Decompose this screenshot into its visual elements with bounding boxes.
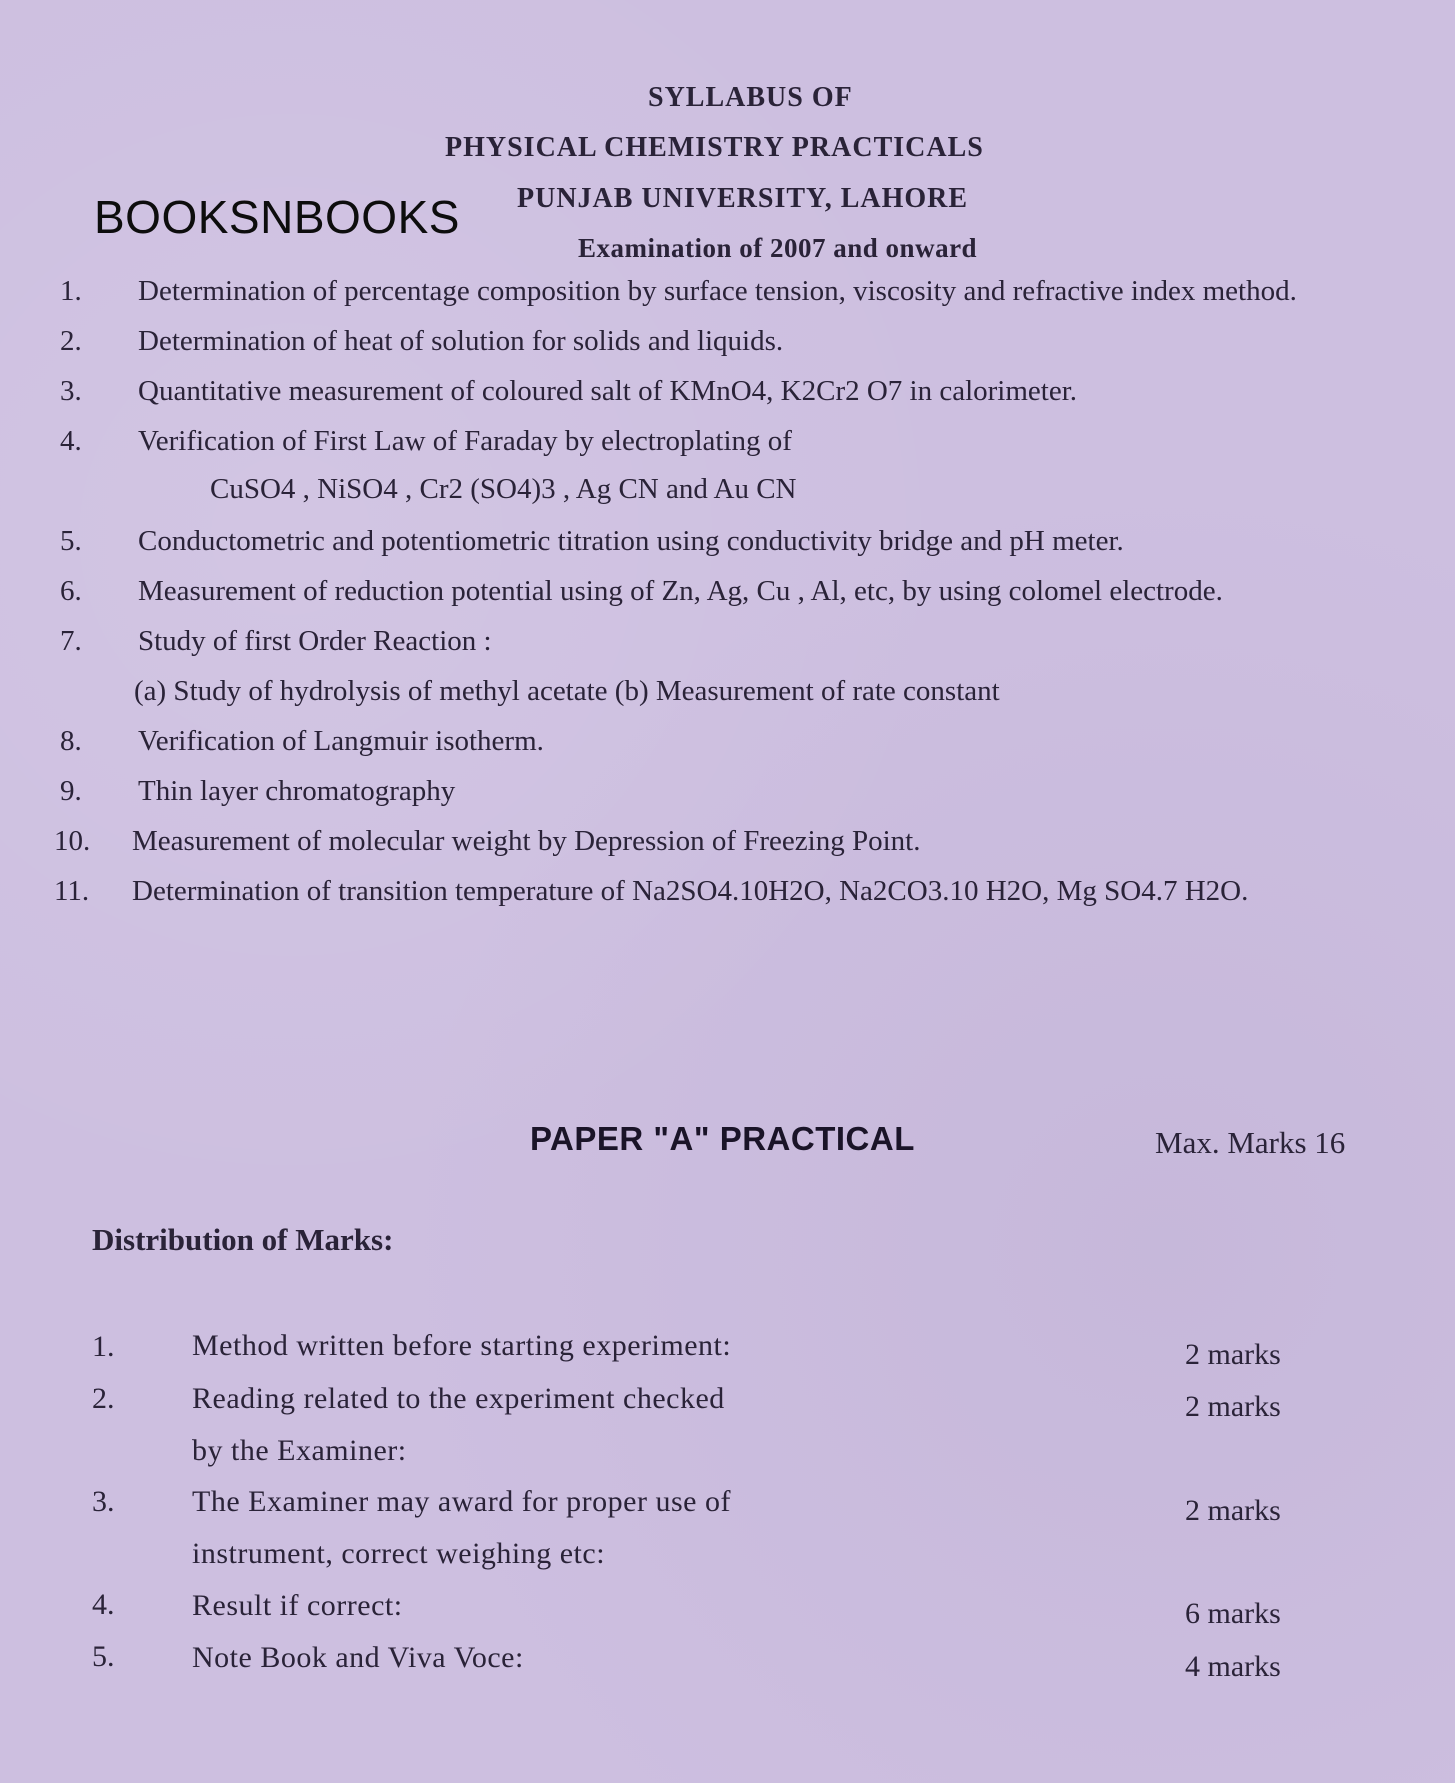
syllabus-item-text: Determination of transition temperature of Na2SO4.10H2O, Na2CO3.10 H2O, Mg SO4.7 H2O. xyxy=(132,875,1249,907)
distribution-heading: Distribution of Marks: xyxy=(92,1222,394,1257)
syllabus-item xyxy=(54,875,1248,908)
syllabus-item-number: 6. xyxy=(60,575,82,607)
syllabus-item-text: Measurement of molecular weight by Depression of Freezing Point. xyxy=(132,825,921,857)
syllabus-item-number: 9. xyxy=(60,775,82,807)
syllabus-item-number: 2. xyxy=(60,325,82,357)
syllabus-item-number: 8. xyxy=(60,725,82,757)
marks-item-number: 3. xyxy=(92,1485,115,1518)
syllabus-item-number: 10. xyxy=(54,825,91,857)
header-line-1: SYLLABUS OF xyxy=(648,82,853,113)
syllabus-item-text: Thin layer chromatography xyxy=(138,775,456,807)
syllabus-item-number: 1. xyxy=(60,275,82,307)
marks-item-value: 2 marks xyxy=(1185,1390,1281,1423)
header-line-4: Examination of 2007 and onward xyxy=(578,233,978,263)
marks-item-text: Method written before starting experiment: xyxy=(192,1329,732,1362)
syllabus-item-number: 7. xyxy=(60,625,82,657)
syllabus-item xyxy=(54,825,920,858)
syllabus-item-text: Quantitative measurement of coloured salt of KMnO4, K2Cr2 O7 in calorimeter. xyxy=(138,375,1078,407)
syllabus-item-text: Conductometric and potentiometric titration using conductivity bridge and pH meter. xyxy=(138,525,1124,557)
marks-item-number: 1. xyxy=(92,1330,115,1363)
syllabus-item xyxy=(60,625,492,658)
syllabus-item-text: Measurement of reduction potential using of Zn, Ag, Cu , Al, etc, by using colomel electrode. xyxy=(138,575,1223,607)
marks-item-value: 2 marks xyxy=(1185,1494,1281,1527)
syllabus-item-number: 11. xyxy=(54,875,90,907)
syllabus-item-text: Verification of First Law of Faraday by electroplating of xyxy=(138,425,792,457)
syllabus-item-number: 4. xyxy=(60,425,82,457)
syllabus-item-subline: CuSO4 , NiSO4 , Cr2 (SO4)3 , Ag CN and Au CN xyxy=(210,473,797,505)
watermark-text: BOOKSNBOOKS xyxy=(94,191,460,243)
marks-item-text: Note Book and Viva Voce: xyxy=(192,1641,524,1674)
syllabus-item-text: Determination of heat of solution for solids and liquids. xyxy=(138,325,784,357)
syllabus-item xyxy=(60,525,1124,558)
syllabus-item-number: 5. xyxy=(60,525,82,557)
syllabus-item-text: Verification of Langmuir isotherm. xyxy=(138,725,544,757)
syllabus-item xyxy=(60,775,455,808)
syllabus-item-text: Study of first Order Reaction : xyxy=(138,625,492,657)
syllabus-item-subline: (a) Study of hydrolysis of methyl acetate (b) Measurement of rate constant xyxy=(134,675,1000,707)
marks-item-value: 6 marks xyxy=(1185,1597,1281,1630)
syllabus-item-number: 3. xyxy=(60,375,82,407)
marks-item-number: 2. xyxy=(92,1382,115,1415)
syllabus-item xyxy=(60,425,792,458)
marks-item-text: Reading related to the experiment checked by the Examiner: xyxy=(192,1382,725,1467)
syllabus-item xyxy=(60,375,1077,408)
marks-item-value: 4 marks xyxy=(1185,1650,1281,1683)
header-line-2: PHYSICAL CHEMISTRY PRACTICALS xyxy=(445,132,984,163)
syllabus-item xyxy=(60,325,783,358)
syllabus-item-text: Determination of percentage composition by surface tension, viscosity and refractive index method. xyxy=(138,275,1297,307)
max-marks: Max. Marks 16 xyxy=(1155,1125,1346,1160)
syllabus-item xyxy=(60,275,1297,308)
marks-item-text: Result if correct: xyxy=(192,1589,403,1622)
marks-item-number: 5. xyxy=(92,1640,115,1673)
marks-item-number: 4. xyxy=(92,1588,115,1621)
syllabus-item xyxy=(60,725,544,758)
paper-title: PAPER "A" PRACTICAL xyxy=(530,1120,915,1157)
syllabus-item xyxy=(60,575,1223,608)
marks-item-text: The Examiner may award for proper use of instrument, correct weighing etc: xyxy=(192,1485,731,1570)
marks-item-value: 2 marks xyxy=(1185,1338,1281,1371)
header-line-3: PUNJAB UNIVERSITY, LAHORE xyxy=(517,183,969,214)
